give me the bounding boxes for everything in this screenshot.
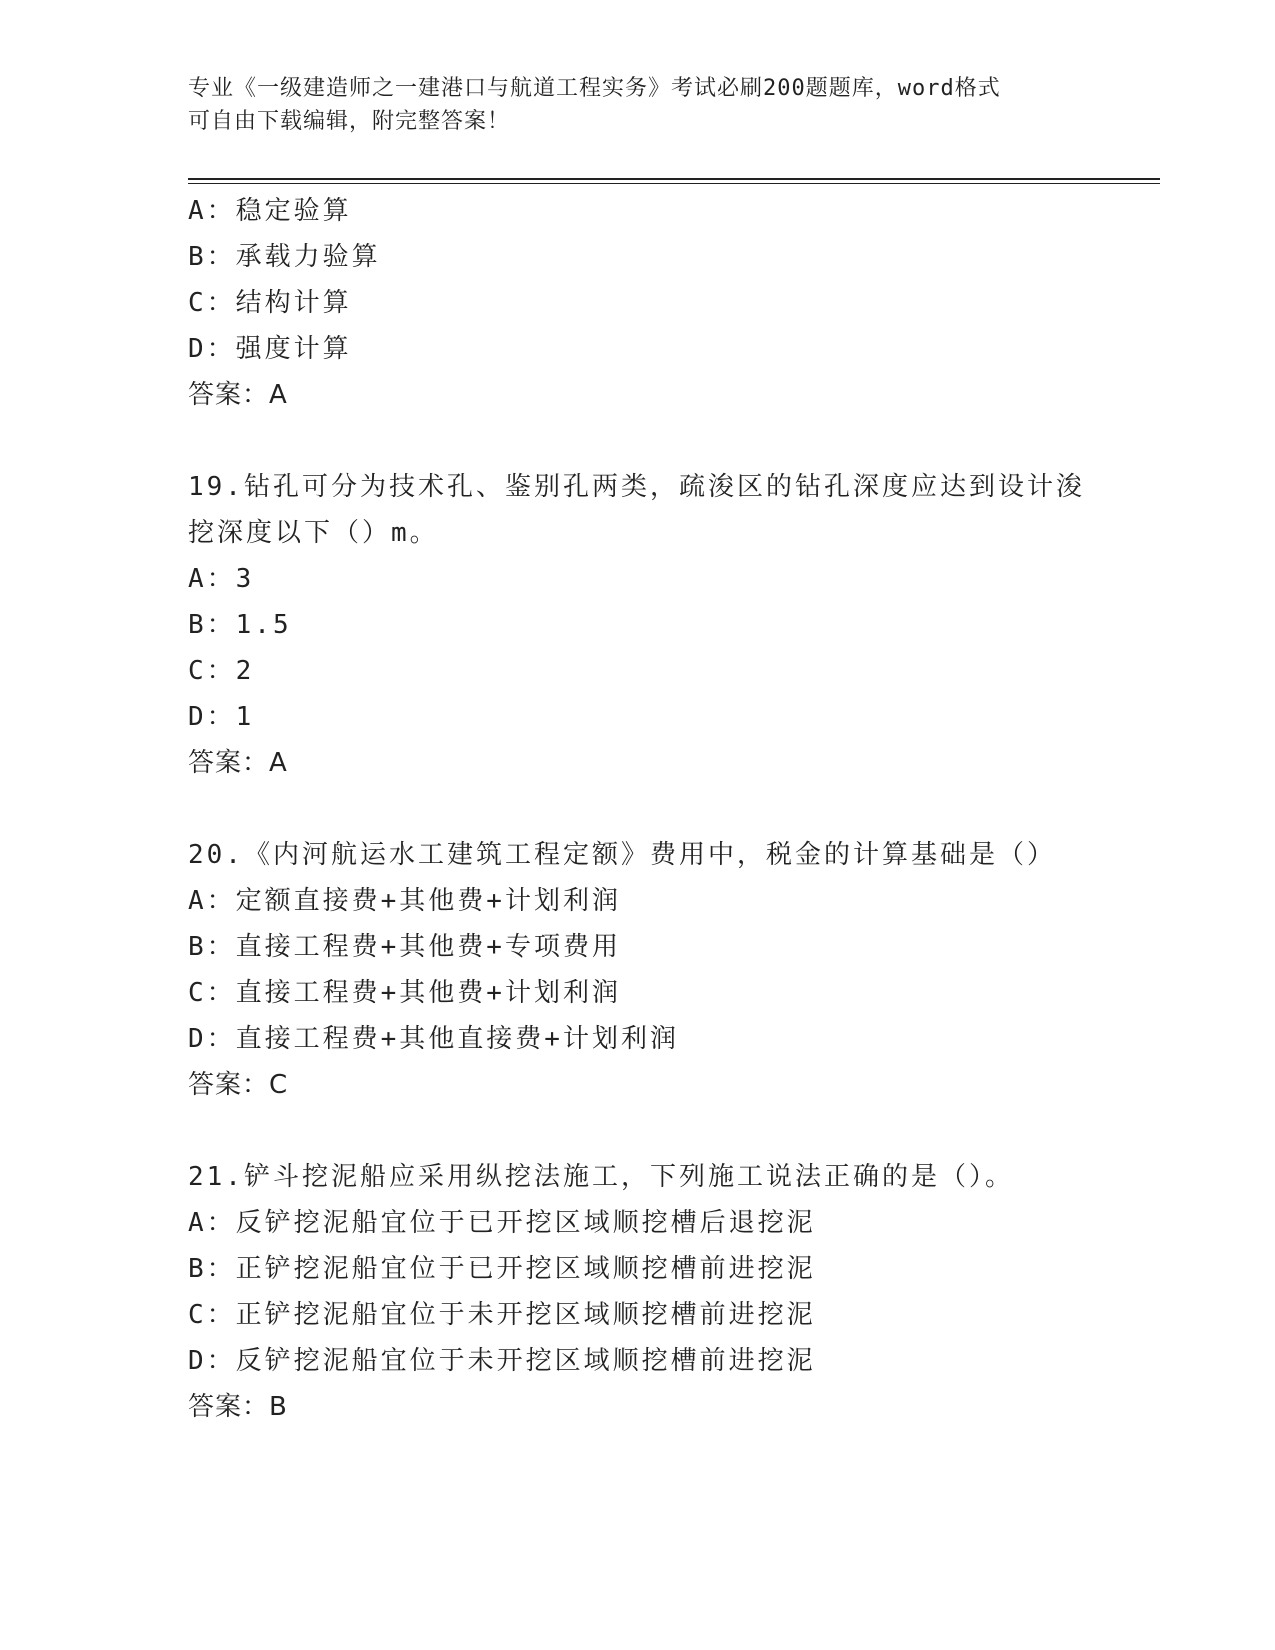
header-rule-thin [188, 183, 1160, 184]
option-a: A：定额直接费+其他费+计划利润 [188, 886, 621, 916]
option-a: A：反铲挖泥船宜位于已开挖区域顺挖槽后退挖泥 [188, 1208, 816, 1238]
header-line-2: 可自由下载编辑，附完整答案！ [188, 109, 511, 134]
question-text-line-1: 21.铲斗挖泥船应采用纵挖法施工，下列施工说法正确的是（）。 [188, 1162, 1014, 1192]
option-a: A：3 [188, 564, 255, 594]
option-d: D：1 [188, 702, 255, 732]
option-c: C：结构计算 [188, 288, 352, 318]
question-text-line-1: 20.《内河航运水工建筑工程定额》费用中，税金的计算基础是（） [188, 840, 1056, 870]
question-21-block [188, 1154, 1088, 1430]
answer: 答案：A [188, 748, 288, 778]
question-20-block [188, 832, 1088, 1108]
option-c: C：2 [188, 656, 255, 686]
header-rule-thick [188, 178, 1160, 180]
question-18-block [188, 188, 1088, 418]
question-text-line-2: 挖深度以下（）m。 [188, 518, 439, 548]
option-b: B：1.5 [188, 610, 292, 640]
header-line-1: 专业《一级建造师之一建港口与航道工程实务》考试必刷200题题库，word格式 [188, 76, 1001, 101]
spacer [188, 1108, 1088, 1154]
document-header [188, 72, 1088, 138]
answer: 答案：A [188, 380, 288, 410]
option-d: D：反铲挖泥船宜位于未开挖区域顺挖槽前进挖泥 [188, 1346, 816, 1376]
option-b: B：直接工程费+其他费+专项费用 [188, 932, 621, 962]
option-b: B：承载力验算 [188, 242, 381, 272]
question-19-block [188, 464, 1088, 786]
option-b: B：正铲挖泥船宜位于已开挖区域顺挖槽前进挖泥 [188, 1254, 816, 1284]
answer: 答案：B [188, 1392, 288, 1422]
option-d: D：强度计算 [188, 334, 352, 364]
option-c: C：正铲挖泥船宜位于未开挖区域顺挖槽前进挖泥 [188, 1300, 816, 1330]
answer: 答案：C [188, 1070, 289, 1100]
option-d: D：直接工程费+其他直接费+计划利润 [188, 1024, 679, 1054]
option-a: A：稳定验算 [188, 196, 352, 226]
spacer [188, 418, 1088, 464]
option-c: C：直接工程费+其他费+计划利润 [188, 978, 621, 1008]
spacer [188, 786, 1088, 832]
question-text-line-1: 19.钻孔可分为技术孔、鉴别孔两类，疏浚区的钻孔深度应达到设计浚 [188, 472, 1085, 502]
question-list [188, 188, 1088, 1430]
